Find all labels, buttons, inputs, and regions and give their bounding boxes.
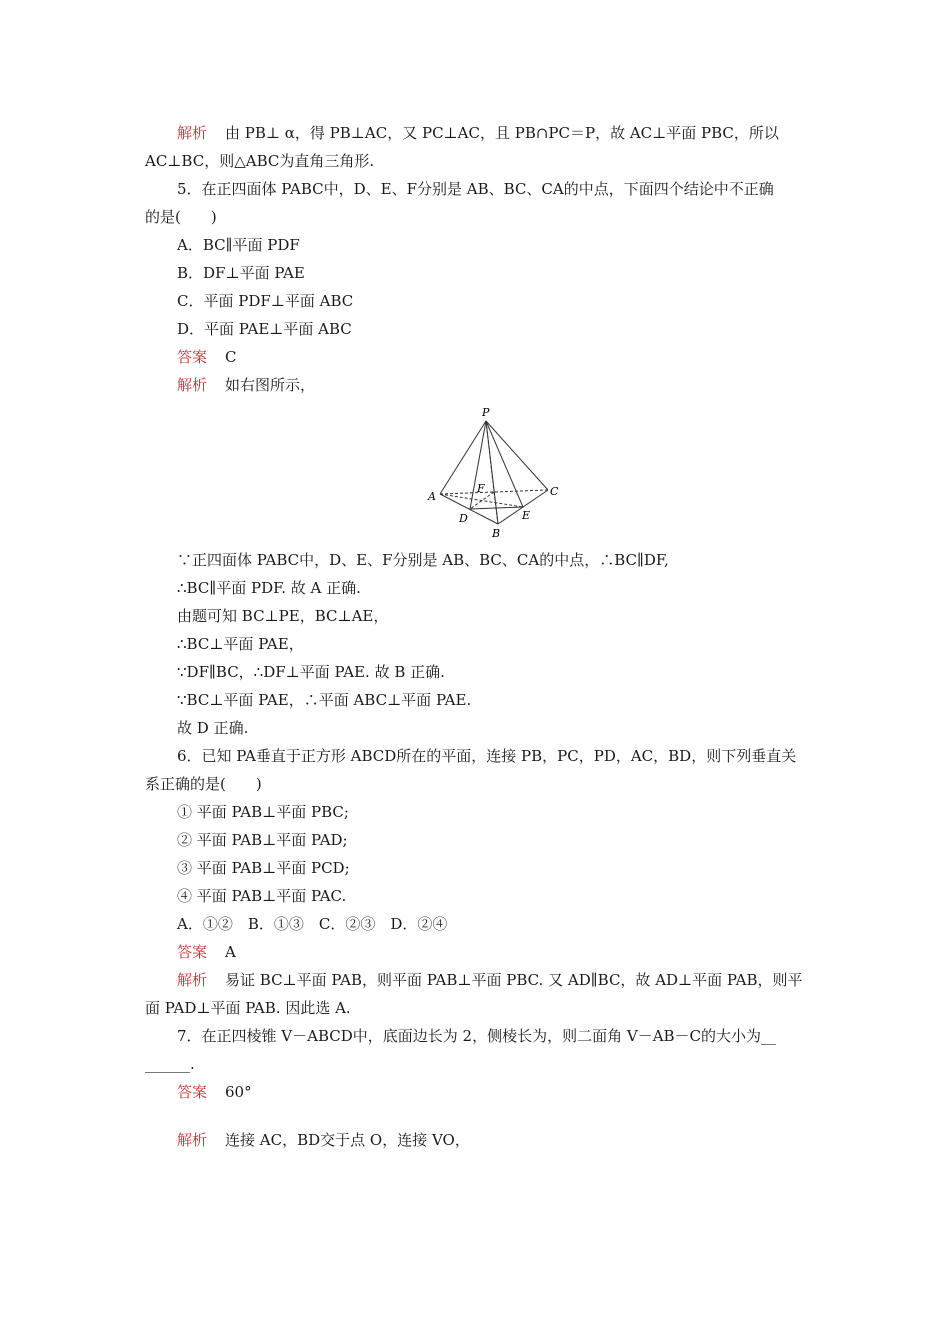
q6-answer-line — [177, 942, 236, 962]
q7-analysis-line — [177, 1130, 470, 1150]
label-e: E — [522, 509, 531, 522]
q4-analysis-text: 由 PB⊥ α，得 PB⊥AC，又 PC⊥AC，且 PB∩PC＝P，故 AC⊥平面 PBC，所以 — [225, 124, 779, 142]
q5-option-c: C．平面 PDF⊥平面 ABC — [177, 292, 354, 310]
q5-option-d: D．平面 PAE⊥平面 ABC — [177, 320, 352, 338]
q7-answer-value: 60° — [225, 1083, 252, 1101]
q5-solution-line-4: ∴BC⊥平面 PAE， — [177, 635, 304, 653]
q5-solution-line-7: 故 D 正确. — [177, 719, 249, 737]
q7-analysis-text: 连接 AC，BD交于点 O，连接 VO， — [225, 1131, 470, 1149]
q6-analysis-line-1 — [177, 970, 803, 990]
tetrahedron-figure — [420, 402, 570, 542]
q5-analysis-text: 如右图所示， — [225, 376, 316, 394]
q7-answer-line — [177, 1082, 252, 1102]
q5-solution-line-2: ∴BC∥平面 PDF. 故 A 正确. — [177, 579, 361, 597]
q5-solution-line-3: 由题可知 BC⊥PE，BC⊥AE， — [177, 607, 389, 625]
q6-analysis-text: 易证 BC⊥平面 PAB，则平面 PAB⊥平面 PBC. 又 AD∥BC，故 AD⊥平面 PAB，则平 — [225, 971, 803, 989]
q5-stem-line-2: 的是( ) — [145, 208, 217, 226]
label-a: A — [428, 490, 436, 503]
q6-stem-line-2: 系正确的是( ) — [145, 775, 262, 793]
q6-options: A．①② B．①③ C．②③ D．②④ — [177, 915, 448, 933]
label-p: P — [482, 406, 490, 419]
label-b: B — [492, 527, 501, 540]
q5-solution-line-1: ∵正四面体 PABC中，D、E、F分别是 AB、BC、CA的中点，∴BC∥DF, — [177, 551, 669, 569]
q5-answer-value: C — [225, 348, 237, 366]
q5-solution-line-6: ∵BC⊥平面 PAE，∴平面 ABC⊥平面 PAE. — [177, 691, 472, 709]
analysis-label: 解析 — [177, 124, 208, 142]
q6-item-1: ① 平面 PAB⊥平面 PBC; — [177, 803, 349, 821]
q4-analysis-line-2: AC⊥BC，则△ABC为直角三角形. — [145, 152, 375, 170]
label-d: D — [459, 512, 468, 525]
q5-option-b: B．DF⊥平面 PAE — [177, 264, 305, 282]
label-f: F — [477, 482, 485, 495]
analysis-label: 解析 — [177, 376, 208, 394]
q7-stem-line-1: 7．在正四棱锥 V－ABCD中，底面边长为 2，侧棱长为，则二面角 V－AB－C的大小为__ — [177, 1027, 777, 1045]
answer-label: 答案 — [177, 943, 208, 961]
q4-analysis-line-1 — [177, 123, 779, 143]
q6-item-4: ④ 平面 PAB⊥平面 PAC. — [177, 887, 347, 905]
label-c: C — [550, 485, 559, 498]
answer-label: 答案 — [177, 348, 208, 366]
q6-item-3: ③ 平面 PAB⊥平面 PCD; — [177, 859, 350, 877]
answer-label: 答案 — [177, 1083, 208, 1101]
analysis-label: 解析 — [177, 971, 208, 989]
q5-analysis-line — [177, 375, 315, 395]
q5-option-a: A．BC∥平面 PDF — [177, 236, 300, 254]
q6-analysis-line-2: 面 PAD⊥平面 PAB. 因此选 A. — [145, 999, 351, 1017]
q6-stem-line-1: 6．已知 PA垂直于正方形 ABCD所在的平面，连接 PB，PC，PD，AC，BD，则下列垂直关 — [177, 747, 797, 765]
q7-stem-line-2: ______. — [145, 1055, 195, 1073]
q6-item-2: ② 平面 PAB⊥平面 PAD; — [177, 831, 348, 849]
q5-stem-line-1: 5．在正四面体 PABC中，D、E、F分别是 AB、BC、CA的中点，下面四个结论中不正确 — [177, 180, 774, 198]
q5-answer-line — [177, 347, 237, 367]
analysis-label: 解析 — [177, 1131, 208, 1149]
q5-solution-line-5: ∵DF∥BC，∴DF⊥平面 PAE. 故 B 正确. — [177, 663, 445, 681]
q6-answer-value: A — [225, 943, 236, 961]
